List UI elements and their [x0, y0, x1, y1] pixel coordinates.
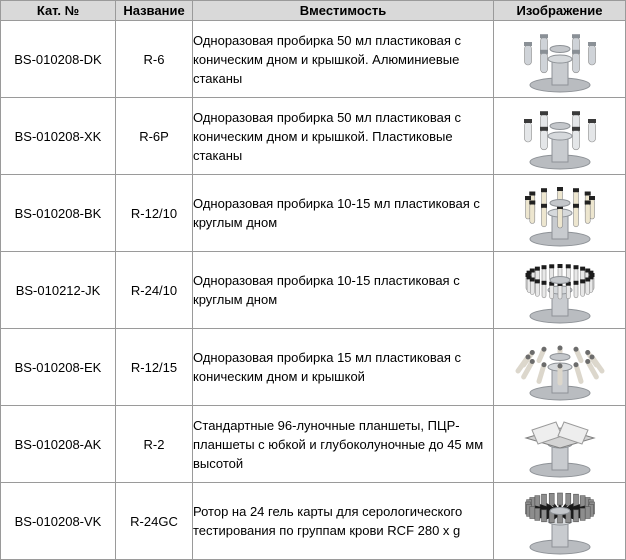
- header-image: Изображение: [494, 1, 626, 21]
- cell-name: R-12/15: [116, 329, 193, 406]
- cell-image: [494, 329, 626, 406]
- rotor-24-round-bottom-icon: [512, 254, 608, 326]
- cell-name: R-6: [116, 21, 193, 98]
- table-row: [1, 483, 626, 560]
- cell-cat-no: BS-010208-AK: [1, 406, 116, 483]
- cell-name: R-12/10: [116, 175, 193, 252]
- cell-name: R-24GC: [116, 483, 193, 560]
- cell-cat-no: BS-010208-XK: [1, 98, 116, 175]
- cell-cat-no: BS-010208-EK: [1, 329, 116, 406]
- table-row: [1, 21, 626, 98]
- cell-image: [494, 406, 626, 483]
- rotor-12-round-bottom-icon: [512, 177, 608, 249]
- table-row: [1, 406, 626, 483]
- cell-capacity: Одноразовая пробирка 15 мл пластиковая с коническим дном и крышкой: [193, 329, 494, 406]
- cell-cat-no: BS-010208-DK: [1, 21, 116, 98]
- header-capacity: Вместимость: [193, 1, 494, 21]
- rotor-12-conical-15ml-icon: [512, 331, 608, 403]
- cell-name: R-2: [116, 406, 193, 483]
- cell-image: [494, 252, 626, 329]
- cell-image: [494, 483, 626, 560]
- cell-capacity: Одноразовая пробирка 50 мл пластиковая с коническим дном и крышкой. Алюминиевые стаканы: [193, 21, 494, 98]
- table-row: [1, 175, 626, 252]
- cell-name: R-24/10: [116, 252, 193, 329]
- cell-image: [494, 175, 626, 252]
- cell-capacity: Одноразовая пробирка 50 мл пластиковая с коническим дном и крышкой. Пластиковые стаканы: [193, 98, 494, 175]
- header-cat-no: Кат. №: [1, 1, 116, 21]
- header-name: Название: [116, 1, 193, 21]
- table-row: [1, 329, 626, 406]
- rotor-24-gel-card-icon: [512, 485, 608, 557]
- cell-name: R-6P: [116, 98, 193, 175]
- cell-capacity: Одноразовая пробирка 10-15 мл пластиковая с круглым дном: [193, 175, 494, 252]
- cell-cat-no: BS-010208-BK: [1, 175, 116, 252]
- cell-cat-no: BS-010208-VK: [1, 483, 116, 560]
- rotor-6-aluminum-buckets-icon: [512, 23, 608, 95]
- cell-image: [494, 98, 626, 175]
- cell-capacity: Стандартные 96-луночные планшеты, ПЦР-планшеты с юбкой и глубоколуночные до 45 мм высотой: [193, 406, 494, 483]
- cell-image: [494, 21, 626, 98]
- table-header-row: [1, 1, 626, 21]
- table-row: [1, 98, 626, 175]
- table-row: [1, 252, 626, 329]
- rotor-6-plastic-buckets-icon: [512, 100, 608, 172]
- cell-capacity: Одноразовая пробирка 10-15 пластиковая с круглым дном: [193, 252, 494, 329]
- rotor-2-microplate-icon: [512, 408, 608, 480]
- cell-capacity: Ротор на 24 гель карты для серологического тестирования по группам крови RCF 280 x g: [193, 483, 494, 560]
- cell-cat-no: BS-010212-JK: [1, 252, 116, 329]
